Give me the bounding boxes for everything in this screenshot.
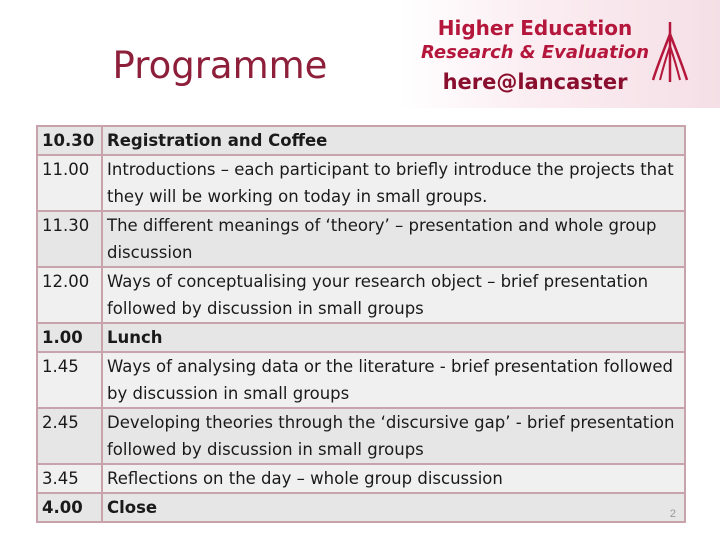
schedule-time: 4.00 [37, 493, 102, 522]
schedule-activity: The different meanings of ‘theory’ – presentation and whole group discussion [102, 211, 685, 267]
schedule-activity: Developing theories through the ‘discursive gap’ - brief presentation followed by discussion in small groups [102, 408, 685, 464]
table-row [37, 126, 685, 155]
schedule-activity: Introductions – each participant to briefly introduce the projects that they will be working on today in small groups. [102, 155, 685, 211]
schedule-time: 11.30 [37, 211, 102, 267]
table-row [37, 493, 685, 522]
schedule-activity: Ways of analysing data or the literature - brief presentation followed by discussion in small groups [102, 352, 685, 408]
schedule-time: 12.00 [37, 267, 102, 323]
schedule-activity: Ways of conceptualising your research object – brief presentation followed by discussion in small groups [102, 267, 685, 323]
logo-line-1: Higher Education [437, 16, 633, 40]
schedule-time: 1.45 [37, 352, 102, 408]
logo-line-2: Research & Evaluation [420, 42, 650, 63]
schedule-time: 11.00 [37, 155, 102, 211]
table-row [37, 323, 685, 352]
schedule-time: 3.45 [37, 464, 102, 493]
table-row [37, 408, 685, 464]
table-row [37, 155, 685, 211]
schedule-time: 2.45 [37, 408, 102, 464]
logo-line-3: here@lancaster [442, 70, 628, 94]
logo [400, 0, 720, 108]
schedule-activity: Lunch [102, 323, 685, 352]
schedule-time: 1.00 [37, 323, 102, 352]
schedule-activity: Close [102, 493, 685, 522]
lancaster-emblem-icon [650, 20, 690, 84]
schedule-time: 10.30 [37, 126, 102, 155]
table-row [37, 267, 685, 323]
table-row [37, 352, 685, 408]
programme-table [36, 125, 686, 523]
table-row [37, 211, 685, 267]
table-row [37, 464, 685, 493]
page-number: 2 [669, 508, 676, 520]
page-title: Programme [112, 44, 328, 87]
schedule-activity: Registration and Coffee [102, 126, 685, 155]
schedule-activity: Reflections on the day – whole group discussion [102, 464, 685, 493]
